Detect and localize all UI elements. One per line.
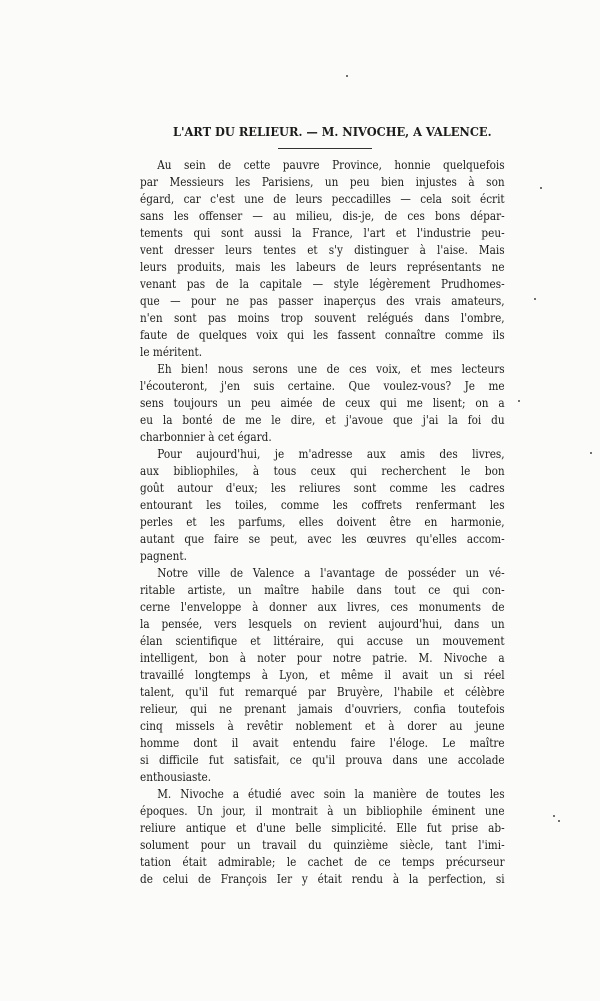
- text-line: sans les offenser — au milieu, dis-je, de ces bons dépar-: [140, 209, 505, 223]
- text-line: perles et les parfums, elles doivent être en harmonie,: [140, 515, 505, 529]
- text-line: époques. Un jour, il montrait à un bibliophile éminent une: [140, 804, 505, 818]
- text-line: ritable artiste, un maître habile dans tout ce qui con-: [140, 583, 505, 597]
- text-line: le méritent.: [140, 345, 203, 359]
- text-line: leurs produits, mais les labeurs de leurs représentants ne: [140, 260, 505, 274]
- print-speck: [540, 187, 542, 189]
- text-line: intelligent, bon à noter pour notre patrie. M. Nivoche a: [140, 651, 505, 665]
- print-speck: [558, 820, 560, 822]
- chapter-title: L'ART DU RELIEUR. — M. NIVOCHE, A VALENCE.: [172, 124, 492, 139]
- text-line: cerne l'enveloppe à donner aux livres, ces monuments de: [140, 600, 505, 614]
- text-line: tation était admirable; le cachet de ce temps précurseur: [140, 855, 505, 869]
- text-line: charbonnier à cet égard.: [140, 430, 272, 444]
- text-line: la pensée, vers lesquels on revient aujourd'hui, dans un: [140, 617, 505, 631]
- text-line: solument pour un travail du quinzième siècle, tant l'imi-: [140, 838, 505, 852]
- text-line: que — pour ne pas passer inaperçus des vrais amateurs,: [140, 294, 505, 308]
- print-speck: [590, 452, 592, 454]
- text-line: tements qui sont aussi la France, l'art et l'industrie peu-: [140, 226, 505, 240]
- print-speck: [553, 815, 555, 817]
- text-line: élan scientifique et littéraire, qui accuse un mouvement: [140, 634, 505, 648]
- text-line: eu la bonté de me le dire, et j'avoue que j'ai la foi du: [140, 413, 505, 427]
- text-line: de celui de François Ier y était rendu à la perfection, si: [140, 872, 505, 886]
- title-rule: [278, 148, 372, 149]
- text-line: enthousiaste.: [140, 770, 212, 784]
- text-line: aux bibliophiles, à tous ceux qui recherchent le bon: [140, 464, 505, 478]
- text-line: égard, car c'est une de leurs peccadilles — cela soit écrit: [140, 192, 505, 206]
- text-line: entourant les toiles, comme les coffrets renfermant les: [140, 498, 505, 512]
- text-line: homme dont il avait entendu faire l'éloge. Le maître: [140, 736, 505, 750]
- text-line: vent dresser leurs tentes et s'y distinguer à l'aise. Mais: [140, 243, 505, 257]
- text-line: talent, qu'il fut remarqué par Bruyère, l'habile et célèbre: [140, 685, 505, 699]
- text-line: faute de quelques voix qui les fassent connaître comme ils: [140, 328, 505, 342]
- text-line: goût autour d'eux; les reliures sont comme les cadres: [140, 481, 505, 495]
- text-line: si difficile fut satisfait, ce qu'il prouva dans une accolade: [140, 753, 505, 767]
- text-line: venant pas de la capitale — style légèrement Prudhomes-: [140, 277, 505, 291]
- text-line: n'en sont pas moins trop souvent relégués dans l'ombre,: [140, 311, 505, 325]
- text-line: sens toujours un peu aimée de ceux qui me lisent; on a: [140, 396, 505, 410]
- text-line: par Messieurs les Parisiens, un peu bien injustes à son: [140, 175, 505, 189]
- text-line: relieur, qui ne prenant jamais d'ouvriers, confia toutefois: [140, 702, 505, 716]
- text-line: Au sein de cette pauvre Province, honnie quelquefois: [157, 158, 505, 172]
- text-line: l'écouteront, j'en suis certaine. Que voulez-vous? Je me: [140, 379, 505, 393]
- print-speck: [534, 298, 536, 300]
- text-line: Pour aujourd'hui, je m'adresse aux amis des livres,: [157, 447, 505, 461]
- text-line: M. Nivoche a étudié avec soin la manière de toutes les: [157, 787, 505, 801]
- text-line: autant que faire se peut, avec les œuvres qu'elles accom-: [140, 532, 505, 546]
- text-line: Eh bien! nous serons une de ces voix, et mes lecteurs: [157, 362, 505, 376]
- text-line: Notre ville de Valence a l'avantage de posséder un vé-: [157, 566, 505, 580]
- text-line: travaillé longtemps à Lyon, et même il avait un si réel: [140, 668, 505, 682]
- text-line: pagnent.: [140, 549, 187, 563]
- text-line: reliure antique et d'une belle simplicité. Elle fut prise ab-: [140, 821, 505, 835]
- body-text: [140, 157, 504, 888]
- print-speck: [518, 400, 520, 402]
- print-speck: [346, 75, 348, 77]
- text-line: cinq missels à revêtir noblement et à dorer au jeune: [140, 719, 505, 733]
